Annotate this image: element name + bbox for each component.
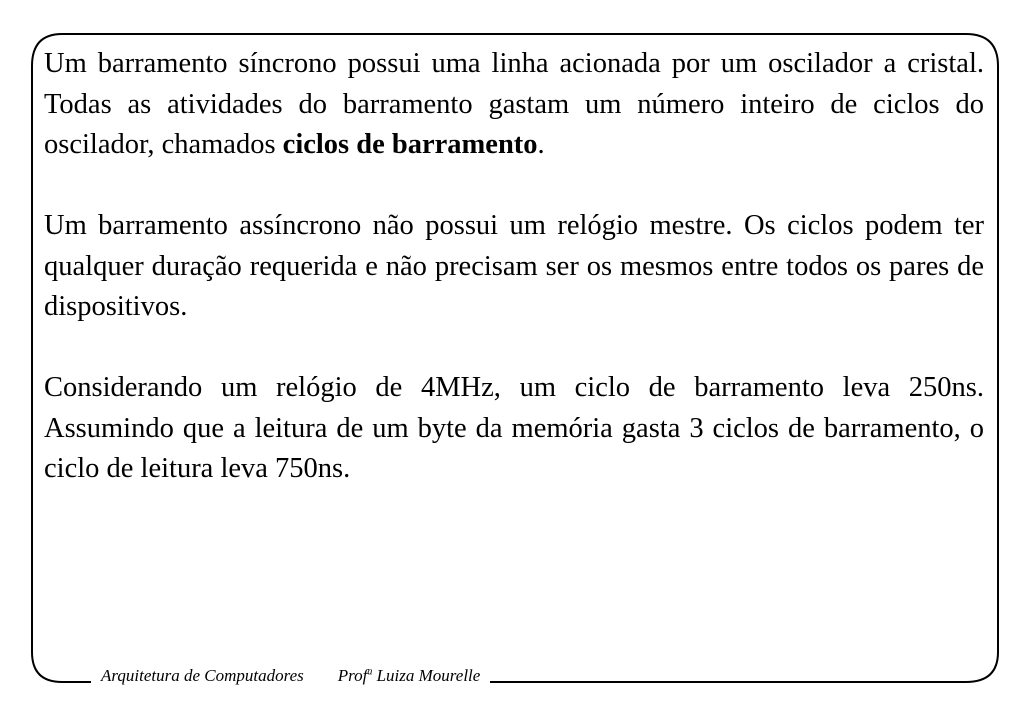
footer-professor [338, 666, 481, 686]
term-bus-cycles: ciclos de barramento [282, 129, 538, 160]
footer-course-title: Arquitetura de Computadores [101, 666, 304, 685]
footer-prof-prefix: Prof [337, 666, 368, 685]
slide-body [44, 44, 984, 530]
footer-prof-superscript: a [367, 666, 373, 678]
paragraph-synchronous-bus [44, 44, 984, 166]
paragraph-synchronous-text: Um barramento síncrono possui uma linha acionada por um oscilador a cristal. Todas as atividades do barramento gastam um número inteiro de ciclos do oscilador, chamados [44, 48, 984, 160]
slide-footer [91, 664, 490, 688]
paragraph-synchronous-end: . [537, 129, 545, 160]
paragraph-asynchronous-bus: Um barramento assíncrono não possui um relógio mestre. Os ciclos podem ter qualquer duração requerida e não precisam ser os mesmos entre todos os pares de dispositivos. [44, 210, 984, 322]
paragraph-clock-example: Considerando um relógio de 4MHz, um ciclo de barramento leva 250ns. Assumindo que a leitura de um byte da memória gasta 3 ciclos de barramento, o ciclo de leitura leva 750ns. [44, 372, 984, 484]
footer-prof-name: Luiza Mourelle [372, 666, 481, 685]
